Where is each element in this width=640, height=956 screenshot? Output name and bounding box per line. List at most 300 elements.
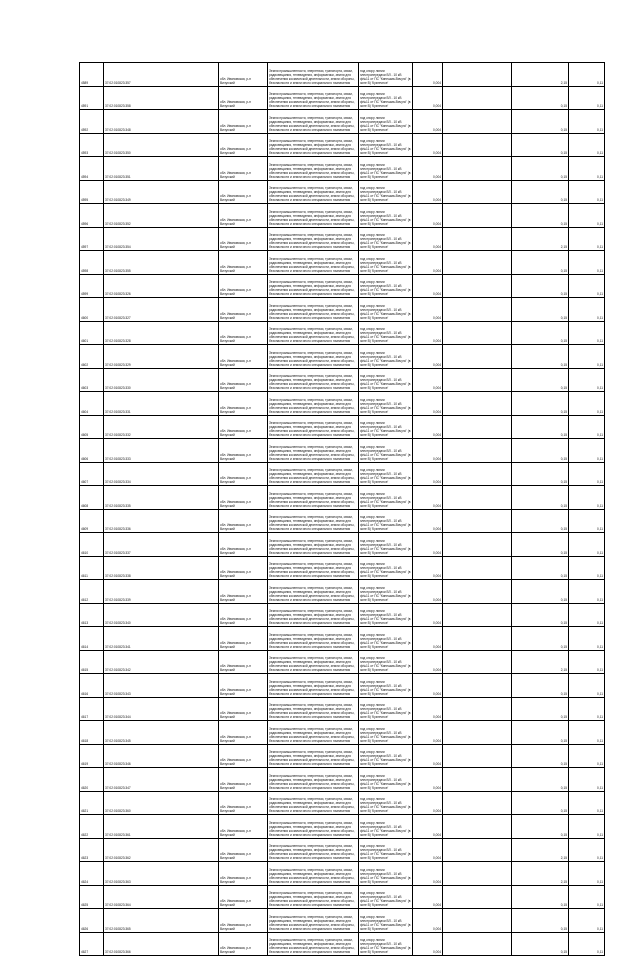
address-cell: обл. Ивановская, р-н Вичугский (219, 768, 268, 792)
area-cell: 0,004 (413, 415, 443, 439)
table-row (80, 768, 605, 792)
address-cell: обл. Ивановская, р-н Вичугский (219, 674, 268, 698)
cadastral-number: 37:02:010823:361 (104, 815, 219, 839)
cadastral-number: 37:02:010823:351 (104, 157, 219, 181)
row-number: 4608 (80, 486, 104, 510)
permitted-use-cell: под опору линии электропередачи ВЛ - 10 кВ ф№11 от ПС "Кинешма-Вичуга" (в зоне В) 'Кузнечное' (359, 415, 413, 439)
value2-cell: 0,11 (569, 509, 605, 533)
table-row (80, 838, 605, 862)
table-row (80, 909, 605, 933)
land-category-cell: Земли промышленности, энергетики, транспорта, связи, радиовещания, телевидения, информатики, земли для обеспечения космической деятельности, земли обороны, безопасности и земли иного специального назначения (268, 627, 359, 651)
empty-cell (443, 815, 512, 839)
empty-cell (443, 533, 512, 557)
address-cell: обл. Ивановская, р-н Вичугский (219, 580, 268, 604)
permitted-use-cell: под опору линии электропередачи ВЛ - 10 кВ ф№11 от ПС "Кинешма-Вичуга" (в зоне В) 'Кузнечное' (359, 932, 413, 956)
empty-cell (443, 791, 512, 815)
land-plot-table (79, 62, 605, 956)
empty-cell (443, 368, 512, 392)
value2-cell: 0,11 (569, 815, 605, 839)
value-cell: 0,15 (512, 204, 569, 228)
empty-cell (443, 674, 512, 698)
value2-cell: 0,11 (569, 791, 605, 815)
row-number: 4593 (80, 133, 104, 157)
cadastral-number: 37:02:010823:360 (104, 791, 219, 815)
land-category-cell: Земли промышленности, энергетики, транспорта, связи, радиовещания, телевидения, информатики, земли для обеспечения космической деятельности, земли обороны, безопасности и земли иного специального назначения (268, 768, 359, 792)
land-category-cell: Земли промышленности, энергетики, транспорта, связи, радиовещания, телевидения, информатики, земли для обеспечения космической деятельности, земли обороны, безопасности и земли иного специального назначения (268, 321, 359, 345)
address-cell: обл. Ивановская, р-н Вичугский (219, 133, 268, 157)
address-cell: обл. Ивановская, р-н Вичугский (219, 862, 268, 886)
value2-cell: 0,11 (569, 862, 605, 886)
area-cell: 0,004 (413, 556, 443, 580)
row-number: 4623 (80, 838, 104, 862)
area-cell: 0,004 (413, 674, 443, 698)
value2-cell: 0,11 (569, 768, 605, 792)
cadastral-number: 37:02:010823:365 (104, 909, 219, 933)
row-number: 4602 (80, 345, 104, 369)
cadastral-number: 37:02:010823:345 (104, 721, 219, 745)
permitted-use-cell: под опору линии электропередачи ВЛ - 10 кВ ф№11 от ПС "Кинешма-Вичуга" (в зоне В) 'Кузнечное' (359, 744, 413, 768)
address-cell: обл. Ивановская, р-н Вичугский (219, 298, 268, 322)
address-cell: обл. Ивановская, р-н Вичугский (219, 603, 268, 627)
cadastral-number: 37:02:010823:337 (104, 533, 219, 557)
table-row (80, 650, 605, 674)
permitted-use-cell: под опору линии электропередачи ВЛ - 10 кВ ф№11 от ПС "Кинешма-Вичуга" (в зоне В) 'Кузнечное' (359, 674, 413, 698)
address-cell: обл. Ивановская, р-н Вичугский (219, 439, 268, 463)
row-number: 4609 (80, 509, 104, 533)
value2-cell: 0,11 (569, 838, 605, 862)
area-cell: 0,004 (413, 909, 443, 933)
address-cell: обл. Ивановская, р-н Вичугский (219, 791, 268, 815)
register-sheet (79, 62, 603, 956)
land-category-cell: Земли промышленности, энергетики, транспорта, связи, радиовещания, телевидения, информатики, земли для обеспечения космической деятельности, земли обороны, безопасности и земли иного специального назначения (268, 63, 359, 87)
row-number: 4597 (80, 227, 104, 251)
permitted-use-cell: под опору линии электропередачи ВЛ - 10 кВ ф№11 от ПС "Кинешма-Вичуга" (в зоне В) 'Кузнечное' (359, 133, 413, 157)
area-cell: 0,004 (413, 627, 443, 651)
address-cell: обл. Ивановская, р-н Вичугский (219, 932, 268, 956)
row-number: 4605 (80, 415, 104, 439)
table-row (80, 204, 605, 228)
table-row (80, 932, 605, 956)
empty-cell (443, 110, 512, 134)
value-cell: 0,15 (512, 321, 569, 345)
row-number: 4610 (80, 533, 104, 557)
value-cell: 0,15 (512, 791, 569, 815)
table-row (80, 133, 605, 157)
table-row (80, 580, 605, 604)
land-category-cell: Земли промышленности, энергетики, транспорта, связи, радиовещания, телевидения, информатики, земли для обеспечения космической деятельности, земли обороны, безопасности и земли иного специального назначения (268, 603, 359, 627)
table-row (80, 274, 605, 298)
value-cell: 0,15 (512, 110, 569, 134)
value-cell: 0,15 (512, 274, 569, 298)
value2-cell: 0,11 (569, 251, 605, 275)
address-cell: обл. Ивановская, р-н Вичугский (219, 650, 268, 674)
table-row (80, 415, 605, 439)
land-category-cell: Земли промышленности, энергетики, транспорта, связи, радиовещания, телевидения, информатики, земли для обеспечения космической деятельности, земли обороны, безопасности и земли иного специального назначения (268, 932, 359, 956)
row-number: 4600 (80, 298, 104, 322)
area-cell: 0,004 (413, 533, 443, 557)
area-cell: 0,004 (413, 180, 443, 204)
value-cell: 0,15 (512, 439, 569, 463)
value2-cell: 0,11 (569, 885, 605, 909)
address-cell: обл. Ивановская, р-н Вичугский (219, 721, 268, 745)
address-cell: обл. Ивановская, р-н Вичугский (219, 509, 268, 533)
value2-cell: 0,11 (569, 110, 605, 134)
value-cell: 0,15 (512, 744, 569, 768)
cadastral-number: 37:02:010823:341 (104, 627, 219, 651)
land-category-cell: Земли промышленности, энергетики, транспорта, связи, радиовещания, телевидения, информатики, земли для обеспечения космической деятельности, земли обороны, безопасности и земли иного специального назначения (268, 368, 359, 392)
cadastral-number: 37:02:010823:355 (104, 251, 219, 275)
value2-cell: 0,11 (569, 321, 605, 345)
empty-cell (443, 63, 512, 87)
row-number: 4620 (80, 768, 104, 792)
value-cell: 0,15 (512, 368, 569, 392)
value2-cell: 0,11 (569, 227, 605, 251)
area-cell: 0,004 (413, 204, 443, 228)
area-cell: 0,004 (413, 791, 443, 815)
table-row (80, 556, 605, 580)
address-cell: обл. Ивановская, р-н Вичугский (219, 415, 268, 439)
permitted-use-cell: под опору линии электропередачи ВЛ - 10 кВ ф№11 от ПС "Кинешма-Вичуга" (в зоне В) 'Кузнечное' (359, 298, 413, 322)
land-category-cell: Земли промышленности, энергетики, транспорта, связи, радиовещания, телевидения, информатики, земли для обеспечения космической деятельности, земли обороны, безопасности и земли иного специального назначения (268, 721, 359, 745)
empty-cell (443, 157, 512, 181)
permitted-use-cell: под опору линии электропередачи ВЛ - 10 кВ ф№11 от ПС "Кинешма-Вичуга" (в зоне В) 'Кузнечное' (359, 556, 413, 580)
area-cell: 0,004 (413, 580, 443, 604)
empty-cell (443, 509, 512, 533)
empty-cell (443, 650, 512, 674)
permitted-use-cell: под опору линии электропередачи ВЛ - 10 кВ ф№11 от ПС "Кинешма-Вичуга" (в зоне В) 'Кузнечное' (359, 768, 413, 792)
table-row (80, 439, 605, 463)
row-number: 4607 (80, 462, 104, 486)
table-row (80, 627, 605, 651)
value-cell: 0,15 (512, 885, 569, 909)
row-number: 4598 (80, 251, 104, 275)
area-cell: 0,004 (413, 392, 443, 416)
row-number: 4589 (80, 63, 104, 87)
land-category-cell: Земли промышленности, энергетики, транспорта, связи, радиовещания, телевидения, информатики, земли для обеспечения космической деятельности, земли обороны, безопасности и земли иного специального назначения (268, 533, 359, 557)
permitted-use-cell: под опору линии электропередачи ВЛ - 10 кВ ф№11 от ПС "Кинешма-Вичуга" (в зоне В) 'Кузнечное' (359, 580, 413, 604)
address-cell: обл. Ивановская, р-н Вичугский (219, 486, 268, 510)
empty-cell (443, 415, 512, 439)
value-cell: 0,15 (512, 932, 569, 956)
permitted-use-cell: под опору линии электропередачи ВЛ - 10 кВ ф№11 от ПС "Кинешма-Вичуга" (в зоне В) 'Кузнечное' (359, 86, 413, 110)
permitted-use-cell: под опору линии электропередачи ВЛ - 10 кВ ф№11 от ПС "Кинешма-Вичуга" (в зоне В) 'Кузнечное' (359, 862, 413, 886)
address-cell: обл. Ивановская, р-н Вичугский (219, 157, 268, 181)
row-number: 4594 (80, 157, 104, 181)
row-number: 4621 (80, 791, 104, 815)
area-cell: 0,004 (413, 862, 443, 886)
address-cell: обл. Ивановская, р-н Вичугский (219, 86, 268, 110)
row-number: 4603 (80, 368, 104, 392)
cadastral-number: 37:02:010823:357 (104, 63, 219, 87)
value2-cell: 0,11 (569, 63, 605, 87)
row-number: 4618 (80, 721, 104, 745)
value2-cell: 0,11 (569, 627, 605, 651)
permitted-use-cell: под опору линии электропередачи ВЛ - 10 кВ ф№11 от ПС "Кинешма-Вичуга" (в зоне В) 'Кузнечное' (359, 791, 413, 815)
empty-cell (443, 627, 512, 651)
empty-cell (443, 838, 512, 862)
land-category-cell: Земли промышленности, энергетики, транспорта, связи, радиовещания, телевидения, информатики, земли для обеспечения космической деятельности, земли обороны, безопасности и земли иного специального назначения (268, 509, 359, 533)
table-row (80, 862, 605, 886)
area-cell: 0,004 (413, 815, 443, 839)
permitted-use-cell: под опору линии электропередачи ВЛ - 10 кВ ф№11 от ПС "Кинешма-Вичуга" (в зоне В) 'Кузнечное' (359, 509, 413, 533)
land-category-cell: Земли промышленности, энергетики, транспорта, связи, радиовещания, телевидения, информатики, земли для обеспечения космической деятельности, земли обороны, безопасности и земли иного специального назначения (268, 744, 359, 768)
table-row (80, 392, 605, 416)
table-row (80, 744, 605, 768)
land-category-cell: Земли промышленности, энергетики, транспорта, связи, радиовещания, телевидения, информатики, земли для обеспечения космической деятельности, земли обороны, безопасности и земли иного специального назначения (268, 486, 359, 510)
table-row (80, 86, 605, 110)
area-cell: 0,004 (413, 157, 443, 181)
land-category-cell: Земли промышленности, энергетики, транспорта, связи, радиовещания, телевидения, информатики, земли для обеспечения космической деятельности, земли обороны, безопасности и земли иного специального назначения (268, 462, 359, 486)
table-body (80, 63, 605, 956)
row-number: 4596 (80, 204, 104, 228)
cadastral-number: 37:02:010823:348 (104, 110, 219, 134)
empty-cell (443, 321, 512, 345)
area-cell: 0,004 (413, 462, 443, 486)
land-category-cell: Земли промышленности, энергетики, транспорта, связи, радиовещания, телевидения, информатики, земли для обеспечения космической деятельности, земли обороны, безопасности и земли иного специального назначения (268, 439, 359, 463)
value2-cell: 0,11 (569, 533, 605, 557)
address-cell: обл. Ивановская, р-н Вичугский (219, 345, 268, 369)
table-row (80, 227, 605, 251)
cadastral-number: 37:02:010823:358 (104, 86, 219, 110)
value-cell: 0,15 (512, 157, 569, 181)
value-cell: 0,15 (512, 627, 569, 651)
value-cell: 0,15 (512, 556, 569, 580)
empty-cell (443, 768, 512, 792)
land-category-cell: Земли промышленности, энергетики, транспорта, связи, радиовещания, телевидения, информатики, земли для обеспечения космической деятельности, земли обороны, безопасности и земли иного специального назначения (268, 815, 359, 839)
value2-cell: 0,11 (569, 674, 605, 698)
value2-cell: 0,11 (569, 744, 605, 768)
land-category-cell: Земли промышленности, энергетики, транспорта, связи, радиовещания, телевидения, информатики, земли для обеспечения космической деятельности, земли обороны, безопасности и земли иного специального назначения (268, 415, 359, 439)
area-cell: 0,004 (413, 86, 443, 110)
address-cell: обл. Ивановская, р-н Вичугский (219, 838, 268, 862)
row-number: 4626 (80, 909, 104, 933)
cadastral-number: 37:02:010823:330 (104, 368, 219, 392)
permitted-use-cell: под опору линии электропередачи ВЛ - 10 кВ ф№11 от ПС "Кинешма-Вичуга" (в зоне В) 'Кузнечное' (359, 697, 413, 721)
row-number: 4627 (80, 932, 104, 956)
cadastral-number: 37:02:010823:326 (104, 274, 219, 298)
empty-cell (443, 909, 512, 933)
cadastral-number: 37:02:010823:340 (104, 603, 219, 627)
table-row (80, 251, 605, 275)
value-cell: 0,15 (512, 674, 569, 698)
empty-cell (443, 392, 512, 416)
cadastral-number: 37:02:010823:334 (104, 462, 219, 486)
cadastral-number: 37:02:010823:352 (104, 204, 219, 228)
value-cell: 0,15 (512, 486, 569, 510)
cadastral-number: 37:02:010823:343 (104, 674, 219, 698)
value2-cell: 0,11 (569, 415, 605, 439)
land-category-cell: Земли промышленности, энергетики, транспорта, связи, радиовещания, телевидения, информатики, земли для обеспечения космической деятельности, земли обороны, безопасности и земли иного специального назначения (268, 274, 359, 298)
row-number: 4619 (80, 744, 104, 768)
empty-cell (443, 133, 512, 157)
address-cell: обл. Ивановская, р-н Вичугский (219, 462, 268, 486)
table-row (80, 462, 605, 486)
area-cell: 0,004 (413, 744, 443, 768)
value-cell: 0,15 (512, 533, 569, 557)
address-cell: обл. Ивановская, р-н Вичугский (219, 63, 268, 87)
address-cell: обл. Ивановская, р-н Вичугский (219, 392, 268, 416)
value-cell: 0,15 (512, 697, 569, 721)
value2-cell: 0,11 (569, 650, 605, 674)
land-category-cell: Земли промышленности, энергетики, транспорта, связи, радиовещания, телевидения, информатики, земли для обеспечения космической деятельности, земли обороны, безопасности и земли иного специального назначения (268, 697, 359, 721)
area-cell: 0,004 (413, 768, 443, 792)
cadastral-number: 37:02:010823:346 (104, 744, 219, 768)
cadastral-number: 37:02:010823:335 (104, 486, 219, 510)
table-row (80, 603, 605, 627)
land-category-cell: Земли промышленности, энергетики, транспорта, связи, радиовещания, телевидения, информатики, земли для обеспечения космической деятельности, земли обороны, безопасности и земли иного специального назначения (268, 251, 359, 275)
value-cell: 2,15 (512, 838, 569, 862)
row-number: 4625 (80, 885, 104, 909)
value-cell: 2,15 (512, 63, 569, 87)
permitted-use-cell: под опору линии электропередачи ВЛ - 10 кВ ф№11 от ПС "Кинешма-Вичуга" (в зоне В) 'Кузнечное' (359, 110, 413, 134)
cadastral-number: 37:02:010823:349 (104, 180, 219, 204)
address-cell: обл. Ивановская, р-н Вичугский (219, 321, 268, 345)
value-cell: 0,15 (512, 180, 569, 204)
cadastral-number: 37:02:010823:342 (104, 650, 219, 674)
empty-cell (443, 86, 512, 110)
land-category-cell: Земли промышленности, энергетики, транспорта, связи, радиовещания, телевидения, информатики, земли для обеспечения космической деятельности, земли обороны, безопасности и земли иного специального назначения (268, 909, 359, 933)
value-cell: 0,15 (512, 133, 569, 157)
value-cell: 0,15 (512, 580, 569, 604)
row-number: 4601 (80, 321, 104, 345)
cadastral-number: 37:02:010823:328 (104, 321, 219, 345)
empty-cell (443, 744, 512, 768)
area-cell: 0,004 (413, 110, 443, 134)
area-cell: 0,004 (413, 838, 443, 862)
address-cell: обл. Ивановская, р-н Вичугский (219, 368, 268, 392)
permitted-use-cell: под опору линии электропередачи ВЛ - 10 кВ ф№11 от ПС "Кинешма-Вичуга" (в зоне В) 'Кузнечное' (359, 462, 413, 486)
empty-cell (443, 556, 512, 580)
permitted-use-cell: под опору линии электропередачи ВЛ - 10 кВ ф№11 от ПС "Кинешма-Вичуга" (в зоне В) 'Кузнечное' (359, 180, 413, 204)
address-cell: обл. Ивановская, р-н Вичугский (219, 274, 268, 298)
empty-cell (443, 204, 512, 228)
area-cell: 0,004 (413, 486, 443, 510)
address-cell: обл. Ивановская, р-н Вичугский (219, 110, 268, 134)
table-row (80, 110, 605, 134)
cadastral-number: 37:02:010823:338 (104, 556, 219, 580)
value2-cell: 0,11 (569, 439, 605, 463)
value2-cell: 0,11 (569, 133, 605, 157)
row-number: 4591 (80, 86, 104, 110)
land-category-cell: Земли промышленности, энергетики, транспорта, связи, радиовещания, телевидения, информатики, земли для обеспечения космической деятельности, земли обороны, безопасности и земли иного специального назначения (268, 580, 359, 604)
permitted-use-cell: под опору линии электропередачи ВЛ - 10 кВ ф№11 от ПС "Кинешма-Вичуга" (в зоне В) 'Кузнечное' (359, 603, 413, 627)
land-category-cell: Земли промышленности, энергетики, транспорта, связи, радиовещания, телевидения, информатики, земли для обеспечения космической деятельности, земли обороны, безопасности и земли иного специального назначения (268, 227, 359, 251)
cadastral-number: 37:02:010823:339 (104, 580, 219, 604)
table-row (80, 298, 605, 322)
table-row (80, 345, 605, 369)
land-category-cell: Земли промышленности, энергетики, транспорта, связи, радиовещания, телевидения, информатики, земли для обеспечения космической деятельности, земли обороны, безопасности и земли иного специального назначения (268, 86, 359, 110)
address-cell: обл. Ивановская, р-н Вичугский (219, 533, 268, 557)
address-cell: обл. Ивановская, р-н Вичугский (219, 204, 268, 228)
permitted-use-cell: под опору линии электропередачи ВЛ - 10 кВ ф№11 от ПС "Кинешма-Вичуга" (в зоне В) 'Кузнечное' (359, 345, 413, 369)
area-cell: 0,004 (413, 721, 443, 745)
land-category-cell: Земли промышленности, энергетики, транспорта, связи, радиовещания, телевидения, информатики, земли для обеспечения космической деятельности, земли обороны, безопасности и земли иного специального назначения (268, 110, 359, 134)
area-cell: 0,004 (413, 63, 443, 87)
permitted-use-cell: под опору линии электропередачи ВЛ - 10 кВ ф№11 от ПС "Кинешма-Вичуга" (в зоне В) 'Кузнечное' (359, 533, 413, 557)
area-cell: 0,004 (413, 439, 443, 463)
table-row (80, 63, 605, 87)
cadastral-number: 37:02:010823:331 (104, 392, 219, 416)
area-cell: 0,004 (413, 368, 443, 392)
address-cell: обл. Ивановская, р-н Вичугский (219, 627, 268, 651)
row-number: 4615 (80, 650, 104, 674)
land-category-cell: Земли промышленности, энергетики, транспорта, связи, радиовещания, телевидения, информатики, земли для обеспечения космической деятельности, земли обороны, безопасности и земли иного специального назначения (268, 392, 359, 416)
land-category-cell: Земли промышленности, энергетики, транспорта, связи, радиовещания, телевидения, информатики, земли для обеспечения космической деятельности, земли обороны, безопасности и земли иного специального назначения (268, 133, 359, 157)
cadastral-number: 37:02:010823:327 (104, 298, 219, 322)
land-category-cell: Земли промышленности, энергетики, транспорта, связи, радиовещания, телевидения, информатики, земли для обеспечения космической деятельности, земли обороны, безопасности и земли иного специального назначения (268, 556, 359, 580)
empty-cell (443, 462, 512, 486)
value-cell: 0,15 (512, 86, 569, 110)
table-row (80, 368, 605, 392)
permitted-use-cell: под опору линии электропередачи ВЛ - 10 кВ ф№11 от ПС "Кинешма-Вичуга" (в зоне В) 'Кузнечное' (359, 204, 413, 228)
address-cell: обл. Ивановская, р-н Вичугский (219, 556, 268, 580)
empty-cell (443, 721, 512, 745)
row-number: 4612 (80, 580, 104, 604)
address-cell: обл. Ивановская, р-н Вичугский (219, 885, 268, 909)
value2-cell: 0,11 (569, 603, 605, 627)
land-category-cell: Земли промышленности, энергетики, транспорта, связи, радиовещания, телевидения, информатики, земли для обеспечения космической деятельности, земли обороны, безопасности и земли иного специального назначения (268, 204, 359, 228)
cadastral-number: 37:02:010823:329 (104, 345, 219, 369)
value-cell: 2,15 (512, 862, 569, 886)
value2-cell: 0,11 (569, 180, 605, 204)
cadastral-number: 37:02:010823:354 (104, 227, 219, 251)
value2-cell: 0,11 (569, 932, 605, 956)
value-cell: 0,15 (512, 415, 569, 439)
value2-cell: 0,11 (569, 909, 605, 933)
area-cell: 0,004 (413, 932, 443, 956)
cadastral-number: 37:02:010823:363 (104, 862, 219, 886)
empty-cell (443, 862, 512, 886)
permitted-use-cell: под опору линии электропередачи ВЛ - 10 кВ ф№11 от ПС "Кинешма-Вичуга" (в зоне В) 'Кузнечное' (359, 838, 413, 862)
row-number: 4614 (80, 627, 104, 651)
area-cell: 0,004 (413, 274, 443, 298)
permitted-use-cell: под опору линии электропередачи ВЛ - 10 кВ ф№11 от ПС "Кинешма-Вичуга" (в зоне В) 'Кузнечное' (359, 909, 413, 933)
value2-cell: 0,11 (569, 204, 605, 228)
address-cell: обл. Ивановская, р-н Вичугский (219, 251, 268, 275)
value-cell: 0,15 (512, 462, 569, 486)
value-cell: 0,15 (512, 251, 569, 275)
permitted-use-cell: под опору линии электропередачи ВЛ - 10 кВ ф№11 от ПС "Кинешма-Вичуга" (в зоне В) 'Кузнечное' (359, 486, 413, 510)
area-cell: 0,004 (413, 227, 443, 251)
empty-cell (443, 580, 512, 604)
value2-cell: 0,11 (569, 298, 605, 322)
permitted-use-cell: под опору линии электропередачи ВЛ - 10 кВ ф№11 от ПС "Кинешма-Вичуга" (в зоне В) 'Кузнечное' (359, 274, 413, 298)
value-cell: 0,15 (512, 768, 569, 792)
area-cell: 0,004 (413, 133, 443, 157)
table-row (80, 721, 605, 745)
permitted-use-cell: под опору линии электропередачи ВЛ - 10 кВ ф№11 от ПС "Кинешма-Вичуга" (в зоне В) 'Кузнечное' (359, 63, 413, 87)
cadastral-number: 37:02:010823:333 (104, 439, 219, 463)
land-category-cell: Земли промышленности, энергетики, транспорта, связи, радиовещания, телевидения, информатики, земли для обеспечения космической деятельности, земли обороны, безопасности и земли иного специального назначения (268, 885, 359, 909)
table-row (80, 509, 605, 533)
land-category-cell: Земли промышленности, энергетики, транспорта, связи, радиовещания, телевидения, информатики, земли для обеспечения космической деятельности, земли обороны, безопасности и земли иного специального назначения (268, 674, 359, 698)
empty-cell (443, 932, 512, 956)
land-category-cell: Земли промышленности, энергетики, транспорта, связи, радиовещания, телевидения, информатики, земли для обеспечения космической деятельности, земли обороны, безопасности и земли иного специального назначения (268, 862, 359, 886)
permitted-use-cell: под опору линии электропередачи ВЛ - 10 кВ ф№11 от ПС "Кинешма-Вичуга" (в зоне В) 'Кузнечное' (359, 227, 413, 251)
value2-cell: 0,11 (569, 368, 605, 392)
empty-cell (443, 251, 512, 275)
row-number: 4595 (80, 180, 104, 204)
area-cell: 0,004 (413, 650, 443, 674)
address-cell: обл. Ивановская, р-н Вичугский (219, 227, 268, 251)
table-row (80, 321, 605, 345)
permitted-use-cell: под опору линии электропередачи ВЛ - 10 кВ ф№11 от ПС "Кинешма-Вичуга" (в зоне В) 'Кузнечное' (359, 392, 413, 416)
value2-cell: 0,11 (569, 721, 605, 745)
cadastral-number: 37:02:010823:350 (104, 133, 219, 157)
permitted-use-cell: под опору линии электропередачи ВЛ - 10 кВ ф№11 от ПС "Кинешма-Вичуга" (в зоне В) 'Кузнечное' (359, 321, 413, 345)
table-row (80, 533, 605, 557)
empty-cell (443, 439, 512, 463)
